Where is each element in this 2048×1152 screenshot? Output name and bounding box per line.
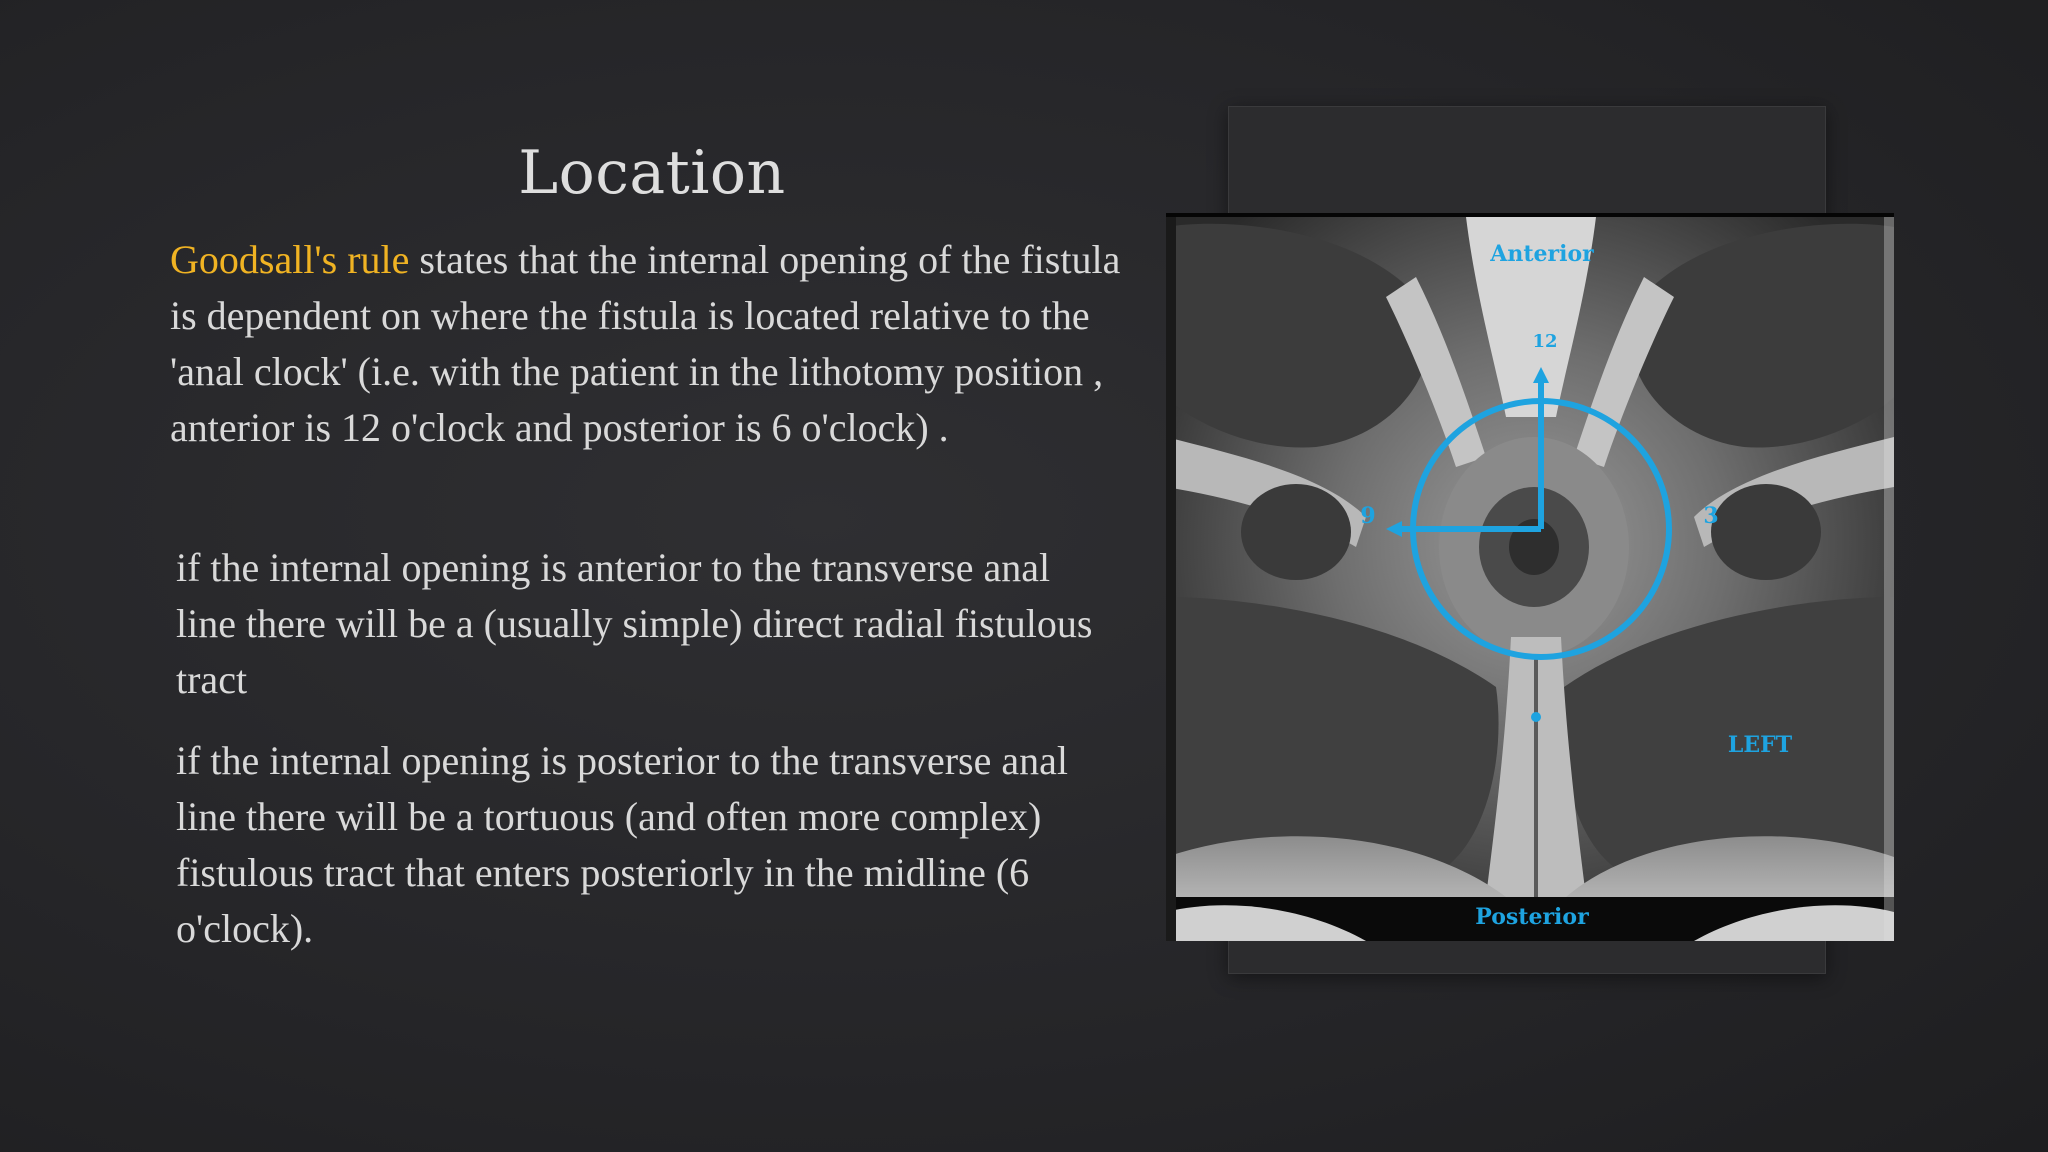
mri-illustration	[1166, 217, 1894, 941]
label-clock-9: 9	[1360, 503, 1376, 529]
goodsall-rule-highlight: Goodsall's rule	[170, 237, 410, 282]
paragraph-anterior-opening: if the internal opening is anterior to the transverse anal line there will be a (usually simple) direct radial fistulous tract	[176, 545, 1093, 702]
paragraph-goodsall-rule	[170, 232, 1150, 456]
paragraph-posterior-opening: if the internal opening is posterior to the transverse anal line there will be a tortuous (and often more complex) fistulous tract that enters posteriorly in the midline (6 o'clock).	[176, 738, 1068, 951]
label-left: LEFT	[1727, 732, 1793, 758]
label-clock-3: 3	[1703, 503, 1719, 529]
mri-image	[1166, 213, 1894, 941]
label-anterior: Anterior	[1490, 241, 1594, 267]
slide-title: Location	[518, 138, 786, 208]
label-clock-12: 12	[1532, 331, 1558, 352]
paragraph-goodsall-rule-text: states that the internal opening of the fistula is dependent on where the fistula is located relative to the 'anal clock' (i.e. with the patient in the lithotomy position , anterior is 12 o'clock and posterior is 6 o'clock) .	[170, 237, 1121, 450]
label-posterior: Posterior	[1475, 904, 1589, 930]
